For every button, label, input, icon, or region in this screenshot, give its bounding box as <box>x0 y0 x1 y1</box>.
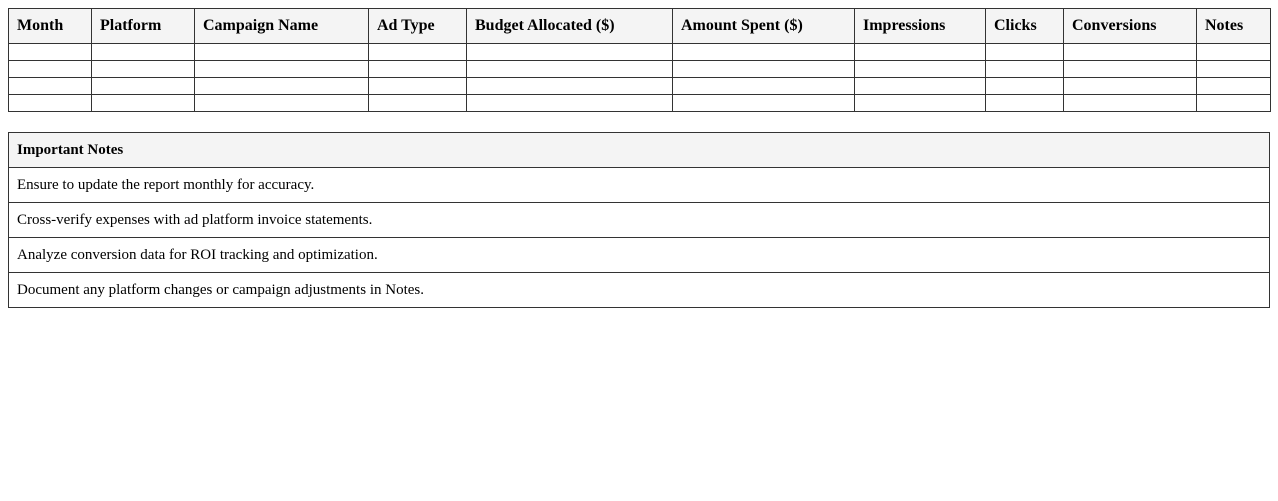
table-row <box>9 95 1271 112</box>
table-cell[interactable] <box>195 95 369 112</box>
table-cell[interactable] <box>855 78 986 95</box>
table-cell[interactable] <box>195 61 369 78</box>
table-cell[interactable] <box>92 78 195 95</box>
table-cell[interactable] <box>369 78 467 95</box>
table-cell[interactable] <box>92 95 195 112</box>
table-cell[interactable] <box>1197 95 1271 112</box>
column-header-platform: Platform <box>92 9 195 44</box>
note-text: Analyze conversion data for ROI tracking and optimization. <box>9 238 1270 273</box>
table-cell[interactable] <box>467 78 673 95</box>
table-cell[interactable] <box>195 78 369 95</box>
table-cell[interactable] <box>855 61 986 78</box>
page-content <box>8 8 1270 308</box>
table-cell[interactable] <box>673 61 855 78</box>
column-header-notes: Notes <box>1197 9 1271 44</box>
table-cell[interactable] <box>467 44 673 61</box>
table-cell[interactable] <box>369 61 467 78</box>
note-text: Document any platform changes or campaign adjustments in Notes. <box>9 273 1270 308</box>
list-item <box>9 203 1270 238</box>
table-row <box>9 61 1271 78</box>
table-row <box>9 44 1271 61</box>
note-text: Cross-verify expenses with ad platform invoice statements. <box>9 203 1270 238</box>
table-cell[interactable] <box>1064 78 1197 95</box>
table-cell[interactable] <box>1197 78 1271 95</box>
list-item <box>9 168 1270 203</box>
table-cell[interactable] <box>986 61 1064 78</box>
table-cell[interactable] <box>195 44 369 61</box>
table-row <box>9 78 1271 95</box>
table-cell[interactable] <box>9 61 92 78</box>
table-cell[interactable] <box>1197 61 1271 78</box>
campaign-report-table <box>8 8 1271 112</box>
column-header-campaign-name: Campaign Name <box>195 9 369 44</box>
list-item <box>9 273 1270 308</box>
table-cell[interactable] <box>673 44 855 61</box>
table-cell[interactable] <box>855 44 986 61</box>
column-header-impressions: Impressions <box>855 9 986 44</box>
important-notes-table <box>8 132 1270 308</box>
table-cell[interactable] <box>92 61 195 78</box>
column-header-ad-type: Ad Type <box>369 9 467 44</box>
table-cell[interactable] <box>9 44 92 61</box>
table-cell[interactable] <box>1064 95 1197 112</box>
table-cell[interactable] <box>986 95 1064 112</box>
table-cell[interactable] <box>369 95 467 112</box>
table-cell[interactable] <box>986 44 1064 61</box>
column-header-month: Month <box>9 9 92 44</box>
table-header-row <box>9 9 1271 44</box>
column-header-conversions: Conversions <box>1064 9 1197 44</box>
table-cell[interactable] <box>9 95 92 112</box>
note-text: Ensure to update the report monthly for accuracy. <box>9 168 1270 203</box>
table-cell[interactable] <box>673 78 855 95</box>
table-cell[interactable] <box>855 95 986 112</box>
list-item <box>9 238 1270 273</box>
table-cell[interactable] <box>9 78 92 95</box>
column-header-amount-spent: Amount Spent ($) <box>673 9 855 44</box>
table-cell[interactable] <box>92 44 195 61</box>
table-cell[interactable] <box>467 61 673 78</box>
notes-title: Important Notes <box>9 133 1270 168</box>
table-cell[interactable] <box>467 95 673 112</box>
column-header-budget-allocated: Budget Allocated ($) <box>467 9 673 44</box>
table-cell[interactable] <box>1064 44 1197 61</box>
table-cell[interactable] <box>1064 61 1197 78</box>
table-cell[interactable] <box>986 78 1064 95</box>
table-cell[interactable] <box>1197 44 1271 61</box>
column-header-clicks: Clicks <box>986 9 1064 44</box>
table-cell[interactable] <box>673 95 855 112</box>
notes-header-row <box>9 133 1270 168</box>
table-cell[interactable] <box>369 44 467 61</box>
